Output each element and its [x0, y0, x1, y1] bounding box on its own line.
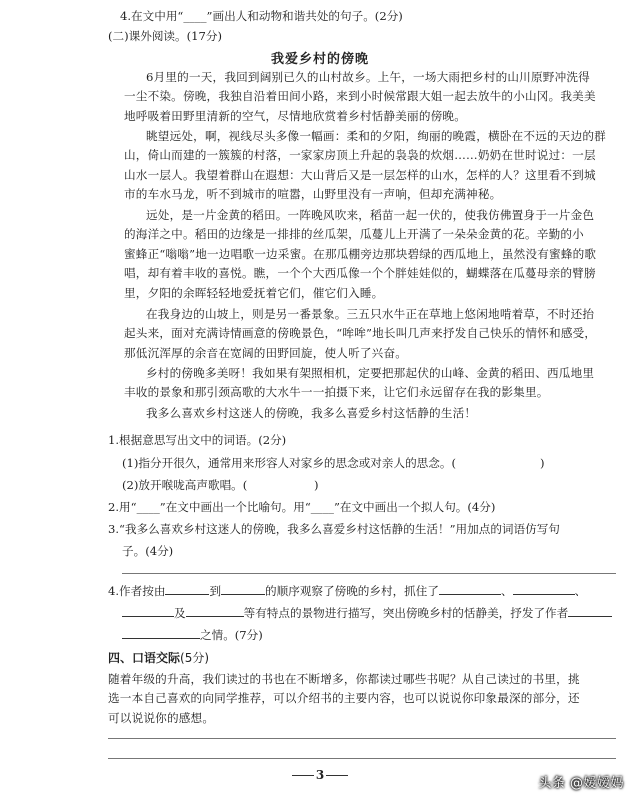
q4-blank-4[interactable]: [513, 582, 575, 595]
q4-text: 的顺序观察了傍晚的乡村，抓住了: [265, 584, 439, 598]
line: 市的车水马龙，听不到城市的喧嚣，山野里没有一声响，但却充满神秘。: [124, 187, 502, 202]
prev-question-4: 4.在文中用“____”画出人和动物和谐共处的句子。(2分): [120, 9, 403, 23]
q4-text: 、: [500, 584, 513, 598]
question-4-line-3: [122, 625, 263, 645]
line: 山，倚山而建的一簇簇的村落，一家家房顶上升起的袅袅的炊烟……奶奶在世时说过：一层: [124, 148, 596, 163]
question-1b-close: ): [314, 478, 319, 492]
q4-text: 、: [574, 584, 587, 598]
line: 地呼吸着田野里清新的空气，尽情地欣赏着乡村恬静美丽的傍晚。: [124, 108, 467, 123]
q4-text: 等有特点的景物进行描写，突出傍晚乡村的恬静美，抒发了作者: [243, 606, 569, 620]
line: 蜜蜂正“嗡嗡”地一边唱歌一边采蜜。在那瓜棚旁边那块碧绿的西瓜地上，虽然没有蜜蜂的歌: [124, 246, 597, 261]
q4-blank-5[interactable]: [122, 604, 174, 617]
passage-paragraph-1: [124, 68, 596, 126]
passage-paragraph-5: [124, 364, 594, 403]
line: 的海洋之中。稻田的边缘是一排排的丝瓜架，瓜蔓儿上开满了一朵朵金黄的花。辛勤的小: [124, 227, 584, 242]
line: 丰收的景象和那引颈高歌的大水牛一一拍摄下来，让它们永远留存在我的影集里。: [124, 385, 549, 400]
line: 6月里的一天，我回到阔别已久的山村故乡。上午，一场大雨把乡村的山川原野冲洗得: [146, 70, 590, 84]
line: 里，夕阳的余晖轻轻地爱抚着它们，催它们入睡。: [124, 285, 384, 300]
answer-line[interactable]: [122, 573, 616, 574]
question-2: 2.用“____”在文中画出一个比喻句。用“____”在文中画出一个拟人句。(4分): [108, 500, 496, 514]
question-4-line-1: [108, 581, 586, 601]
line: 那低沉浑厚的余音在宽阔的田野回旋，使人听了兴奋。: [124, 345, 408, 360]
line: 可以说说你的感想。: [108, 710, 215, 725]
page-number-value: 3: [315, 768, 325, 782]
line: 乡村的傍晚多美呀！我如果有架照相机，定要把那起伏的山峰、金黄的稻田、西瓜地里: [146, 366, 595, 380]
question-1b: (2)放开喉咙高声歌唱。(: [122, 478, 248, 492]
line: 选一本自己喜欢的向同学推荐，可以介绍书的主要内容，也可以说说你印象最深的部分，还: [108, 691, 580, 706]
line: 一尘不染。傍晚，我独自沿着田间小路，来到小时候常跟大姐一起去放牛的小山冈。我美美: [124, 89, 596, 104]
passage-paragraph-3: [124, 206, 596, 303]
passage-paragraph-4: [124, 305, 596, 363]
q4-blank-7[interactable]: [568, 604, 612, 617]
line: 眺望远处，啊，视线尽头多像一幅画：柔和的夕阳，绚丽的晚霞，横卧在不远的天边的群: [146, 129, 606, 143]
answer-line[interactable]: [108, 738, 616, 739]
watermark: 头条 @嫒嫒妈: [538, 776, 624, 791]
line: 我多么喜欢乡村这迷人的傍晚，我多么喜爱乡村这恬静的生活！: [146, 406, 477, 420]
question-3-line-2: 子。(4分): [122, 544, 174, 558]
q4-blank-2[interactable]: [221, 582, 265, 595]
q4-blank-1[interactable]: [165, 582, 209, 595]
q4-text: 到: [209, 584, 222, 598]
line: 唱，却有着丰收的喜悦。瞧，一个个大西瓜像一个个胖娃娃似的，蝴蝶落在瓜蔓母亲的臂膀: [124, 266, 596, 281]
question-1a: (1)指分开很久，通常用来形容人对家乡的思念或对亲人的思念。(: [122, 456, 456, 470]
question-1a-close: ): [540, 456, 545, 470]
question-1: 1.根据意思写出文中的词语。(2分): [108, 433, 287, 447]
q4-blank-8[interactable]: [122, 626, 200, 639]
q4-blank-6[interactable]: [186, 604, 244, 617]
line: 在我身边的山坡上，则是另一番景象。三五只水牛正在草地上悠闲地啃着草，不时还抬: [146, 307, 595, 321]
answer-line[interactable]: [108, 758, 616, 759]
q4-blank-3[interactable]: [439, 582, 501, 595]
passage-title: 我爱乡村的傍晚: [270, 52, 369, 67]
section-4-heading: [108, 649, 209, 666]
line: 随着年级的升高，我们读过的书也在不断增多，你都读过哪些书呢？从自己读过的书里，挑: [108, 672, 580, 686]
section-4-title: 四、口语交际: [108, 651, 181, 665]
line: 远处，是一片金黄的稻田。一阵晚风吹来，稻苗一起一伏的，使我仿佛置身于一片金色: [146, 208, 595, 222]
passage-paragraph-6: [124, 404, 476, 423]
line: 起头来，面对充满诗情画意的傍晚景色，“哞哞”地长叫几声来抒发自己快乐的情怀和感受，: [124, 326, 597, 341]
question-3-line-1: 3.“我多么喜欢乡村这迷人的傍晚，我多么喜爱乡村这恬静的生活！”用加点的词语仿写句: [108, 522, 560, 536]
section-4-body: [108, 670, 580, 728]
q4-text: 之情。(7分): [200, 628, 263, 642]
line: 山水一层人。我望着群山在遐想：大山背后又是一层怎样的山水，怎样的人？这里看不到城: [124, 167, 596, 182]
passage-paragraph-2: [124, 127, 606, 205]
section-4-points: (5分): [180, 651, 210, 665]
q4-text: 4.作者按由: [108, 584, 166, 598]
section-2-heading: (二)课外阅读。(17分): [108, 29, 223, 43]
q4-text: 及: [174, 606, 186, 620]
question-4-line-2: [122, 603, 612, 623]
